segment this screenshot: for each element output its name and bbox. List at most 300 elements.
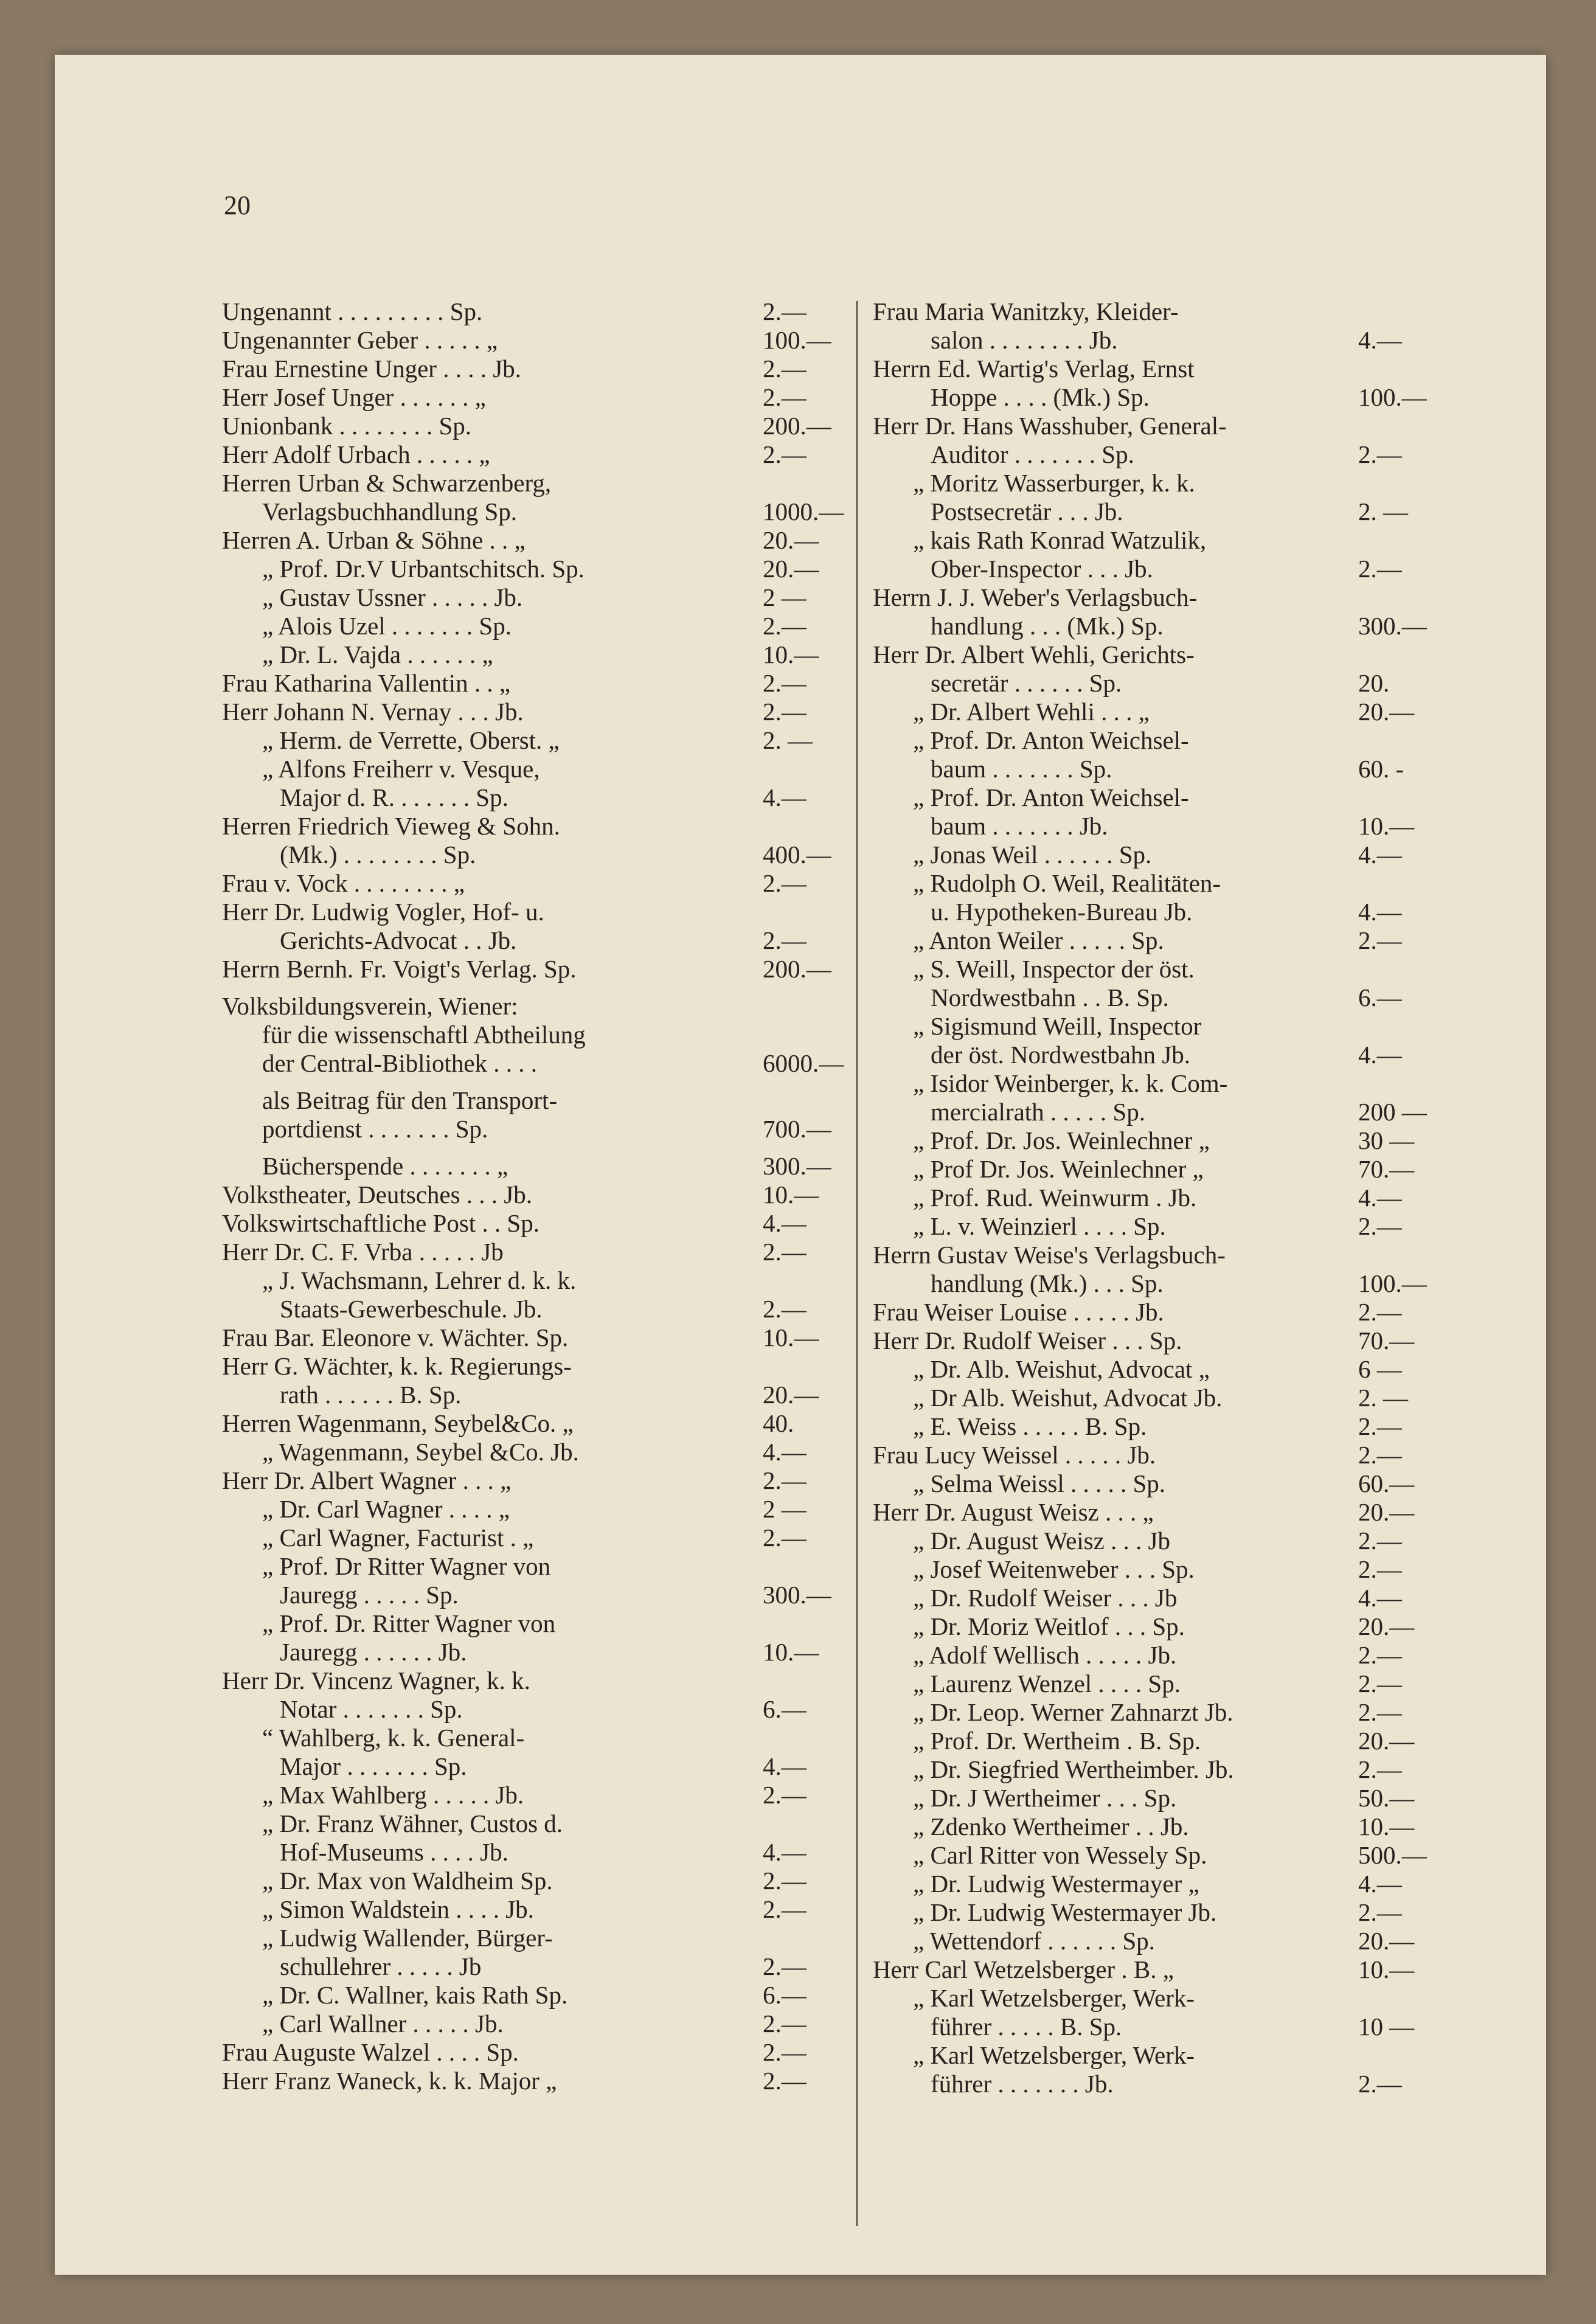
list-item bbox=[222, 2038, 848, 2067]
entry-name: „ Ludwig Wallender, Bürger- bbox=[262, 1924, 553, 1952]
entry-amount: 100.— bbox=[1358, 383, 1427, 411]
list-item bbox=[873, 1184, 1489, 1212]
list-item bbox=[873, 1841, 1489, 1870]
entry-name: Herrn Gustav Weise's Verlagsbuch- bbox=[873, 1241, 1226, 1269]
entry-name: Bücherspende . . . . . . . „ bbox=[262, 1152, 508, 1180]
entry-name: „ E. Weiss . . . . . B. Sp. bbox=[913, 1412, 1147, 1440]
list-item bbox=[873, 869, 1489, 898]
entry-name: „ Dr. Albert Wehli . . . „ bbox=[913, 698, 1150, 726]
entry-name: Frau Auguste Walzel . . . . Sp. bbox=[222, 2038, 519, 2066]
entry-name: Postsecretär . . . Jb. bbox=[931, 498, 1123, 526]
list-item bbox=[222, 1049, 848, 1078]
list-item bbox=[873, 1898, 1489, 1927]
entry-amount: 10.— bbox=[763, 1323, 819, 1351]
entry-amount: 2. — bbox=[763, 726, 813, 754]
entry-amount: 20.— bbox=[763, 526, 819, 554]
list-item bbox=[222, 1781, 848, 1809]
list-item bbox=[873, 726, 1489, 755]
entry-name: Verlagsbuchhandlung Sp. bbox=[262, 498, 518, 526]
entry-name: „ Prof. Rud. Weinwurm . Jb. bbox=[913, 1184, 1197, 1212]
list-item bbox=[873, 1126, 1489, 1155]
entry-amount: 2.— bbox=[763, 698, 807, 726]
entry-name: Staats-Gewerbeschule. Jb. bbox=[280, 1295, 543, 1323]
column-divider bbox=[856, 301, 858, 2226]
list-item bbox=[873, 297, 1489, 326]
entry-amount: 2.— bbox=[1358, 1212, 1402, 1240]
entry-amount: 10.— bbox=[763, 640, 819, 668]
list-item bbox=[873, 983, 1489, 1012]
list-item bbox=[873, 898, 1489, 926]
entry-name: „ Dr Alb. Weishut, Advocat Jb. bbox=[913, 1384, 1223, 1412]
entry-name: Herren Friedrich Vieweg & Sohn. bbox=[222, 812, 560, 840]
list-item bbox=[873, 440, 1489, 469]
entry-amount: 10.— bbox=[1358, 812, 1415, 840]
list-item bbox=[222, 841, 848, 869]
list-item bbox=[873, 1812, 1489, 1841]
entry-name: baum . . . . . . . Jb. bbox=[931, 812, 1108, 840]
list-item bbox=[873, 926, 1489, 955]
entry-name: „ Wagenmann, Seybel &Co. Jb. bbox=[262, 1438, 579, 1466]
list-item bbox=[873, 1098, 1489, 1126]
list-item bbox=[873, 526, 1489, 555]
list-item bbox=[873, 1527, 1489, 1555]
list-item bbox=[222, 1295, 848, 1323]
list-item bbox=[222, 1609, 848, 1638]
list-item bbox=[222, 383, 848, 412]
entry-name: „ Dr. Ludwig Westermayer „ bbox=[913, 1870, 1199, 1898]
entry-name: „ Prof. Dr. Ritter Wagner von bbox=[262, 1609, 556, 1637]
entry-amount: 2.— bbox=[1358, 1441, 1402, 1469]
entry-name: der öst. Nordwestbahn Jb. bbox=[931, 1041, 1191, 1069]
list-item bbox=[222, 640, 848, 669]
entry-name: Major . . . . . . . Sp. bbox=[280, 1752, 467, 1780]
list-item bbox=[873, 783, 1489, 812]
entry-name: baum . . . . . . . Sp. bbox=[931, 755, 1112, 783]
entry-name: „ Dr. Leop. Werner Zahnarzt Jb. bbox=[913, 1698, 1233, 1726]
entry-name: „ Prof. Dr. Wertheim . B. Sp. bbox=[913, 1727, 1201, 1755]
entry-amount: 2.— bbox=[763, 869, 807, 897]
list-item bbox=[873, 1327, 1489, 1355]
entry-name: mercialrath . . . . . Sp. bbox=[931, 1098, 1145, 1126]
list-item bbox=[222, 1323, 848, 1352]
entry-amount: 20.— bbox=[1358, 1927, 1415, 1955]
entry-name: „ Dr. L. Vajda . . . . . . „ bbox=[262, 640, 493, 668]
entry-amount: 2.— bbox=[763, 1295, 807, 1323]
entry-name: für die wissenschaftl Abtheilung bbox=[262, 1021, 586, 1049]
entry-name: „ Carl Ritter von Wessely Sp. bbox=[913, 1841, 1207, 1869]
entry-amount: 4.— bbox=[1358, 898, 1402, 926]
list-item bbox=[222, 812, 848, 841]
list-item bbox=[222, 1838, 848, 1867]
list-item bbox=[873, 698, 1489, 726]
entry-amount: 4.— bbox=[1358, 1184, 1402, 1212]
entry-amount: 200.— bbox=[763, 412, 831, 440]
list-item bbox=[873, 1727, 1489, 1755]
list-item bbox=[222, 469, 848, 498]
entry-amount: 6 — bbox=[1358, 1355, 1402, 1383]
entry-amount: 2.— bbox=[1358, 1412, 1402, 1440]
list-item bbox=[873, 1584, 1489, 1612]
entry-name: Ober-Inspector . . . Jb. bbox=[931, 555, 1153, 583]
entry-amount: 200 — bbox=[1358, 1098, 1427, 1126]
list-item bbox=[222, 1895, 848, 1924]
page-number: 20 bbox=[224, 190, 251, 220]
entry-name: Herr Adolf Urbach . . . . . „ bbox=[222, 440, 490, 468]
list-item bbox=[873, 1469, 1489, 1498]
entry-amount: 700.— bbox=[763, 1115, 831, 1143]
list-item bbox=[222, 612, 848, 640]
entry-name: „ Herm. de Verrette, Oberst. „ bbox=[262, 726, 560, 754]
list-item bbox=[222, 1209, 848, 1238]
entry-amount: 200.— bbox=[763, 955, 831, 983]
entry-name: „ Prof. Dr. Jos. Weinlechner „ bbox=[913, 1126, 1210, 1154]
list-item bbox=[222, 2067, 848, 2095]
entry-amount: 500.— bbox=[1358, 1841, 1427, 1869]
entry-name: „ Dr. Max von Waldheim Sp. bbox=[262, 1867, 553, 1895]
entry-amount: 300.— bbox=[763, 1581, 831, 1609]
list-item bbox=[873, 1698, 1489, 1727]
entry-amount: 2.— bbox=[1358, 926, 1402, 954]
list-item bbox=[222, 1667, 848, 1695]
entry-name: Frau Lucy Weissel . . . . . Jb. bbox=[873, 1441, 1156, 1469]
entry-name: salon . . . . . . . . Jb. bbox=[931, 326, 1118, 354]
entry-name: Frau Maria Wanitzky, Kleider- bbox=[873, 297, 1179, 325]
list-item bbox=[873, 841, 1489, 869]
list-item bbox=[222, 1695, 848, 1724]
entry-name: Major d. R. . . . . . . Sp. bbox=[280, 783, 508, 811]
list-item bbox=[222, 992, 848, 1021]
entry-amount: 2.— bbox=[763, 1867, 807, 1895]
entry-amount: 2.— bbox=[1358, 1698, 1402, 1726]
entry-name: als Beitrag für den Transport- bbox=[262, 1086, 558, 1114]
list-item bbox=[222, 297, 848, 326]
entry-amount: 4.— bbox=[763, 1752, 807, 1780]
entry-amount: 2 — bbox=[763, 583, 807, 611]
entry-amount: 2 — bbox=[763, 1495, 807, 1523]
entry-amount: 2.— bbox=[1358, 1670, 1402, 1698]
list-item bbox=[873, 2041, 1489, 2070]
entry-name: „ Alois Uzel . . . . . . . Sp. bbox=[262, 612, 512, 640]
entry-name: Auditor . . . . . . . Sp. bbox=[931, 440, 1134, 468]
entry-amount: 70.— bbox=[1358, 1155, 1415, 1183]
list-item bbox=[222, 498, 848, 526]
list-item bbox=[873, 612, 1489, 640]
list-item bbox=[873, 1498, 1489, 1527]
list-item bbox=[873, 1155, 1489, 1184]
document-page bbox=[55, 55, 1546, 2275]
entry-name: „ Dr. Carl Wagner . . . . „ bbox=[262, 1495, 510, 1523]
entry-name: „ Zdenko Wertheimer . . Jb. bbox=[913, 1812, 1189, 1840]
list-item bbox=[222, 1809, 848, 1838]
list-item bbox=[873, 326, 1489, 355]
entry-amount: 2.— bbox=[1358, 1641, 1402, 1669]
entry-name: Frau Weiser Louise . . . . . Jb. bbox=[873, 1298, 1164, 1326]
list-item bbox=[222, 1381, 848, 1409]
entry-name: Herr G. Wächter, k. k. Regierungs- bbox=[222, 1352, 572, 1380]
entry-name: „ Dr. C. Wallner, kais Rath Sp. bbox=[262, 1981, 568, 2009]
entry-amount: 2.— bbox=[763, 2067, 807, 2095]
list-item bbox=[222, 898, 848, 926]
entry-amount: 100.— bbox=[763, 326, 831, 354]
entry-amount: 2.— bbox=[763, 1238, 807, 1266]
entry-name: „ Dr. Rudolf Weiser . . . Jb bbox=[913, 1584, 1178, 1612]
entry-name: Ungenannter Geber . . . . . „ bbox=[222, 326, 498, 354]
entry-amount: 4.— bbox=[763, 1209, 807, 1237]
entry-name: Herr Dr. Rudolf Weiser . . . Sp. bbox=[873, 1327, 1182, 1355]
entry-name: „ Dr. Moriz Weitlof . . . Sp. bbox=[913, 1612, 1185, 1640]
list-item bbox=[222, 1495, 848, 1524]
entry-name: Herrn Ed. Wartig's Verlag, Ernst bbox=[873, 355, 1195, 383]
list-item bbox=[873, 1298, 1489, 1327]
entry-name: Herrn J. J. Weber's Verlagsbuch- bbox=[873, 583, 1198, 611]
entry-name: führer . . . . . . . Jb. bbox=[931, 2070, 1114, 2098]
entry-name: „ kais Rath Konrad Watzulik, bbox=[913, 526, 1207, 554]
entry-name: Ungenannt . . . . . . . . . Sp. bbox=[222, 297, 483, 325]
list-item bbox=[873, 1927, 1489, 1955]
entry-amount: 2.— bbox=[763, 355, 807, 383]
entry-name: (Mk.) . . . . . . . . Sp. bbox=[280, 841, 476, 869]
entry-name: „ Prof. Dr. Anton Weichsel- bbox=[913, 726, 1189, 754]
entry-name: Herr Carl Wetzelsberger . B. „ bbox=[873, 1955, 1174, 1983]
list-item bbox=[873, 498, 1489, 526]
entry-name: „ Isidor Weinberger, k. k. Com- bbox=[913, 1069, 1228, 1097]
list-item bbox=[222, 526, 848, 555]
list-item bbox=[222, 1438, 848, 1466]
entry-amount: 2.— bbox=[763, 1466, 807, 1494]
entry-name: „ Dr. Franz Wähner, Custos d. bbox=[262, 1809, 563, 1837]
entry-amount: 2.— bbox=[763, 612, 807, 640]
list-item bbox=[222, 355, 848, 383]
entry-amount: 4.— bbox=[763, 1438, 807, 1466]
entry-name: „ Sigismund Weill, Inspector bbox=[913, 1012, 1202, 1040]
list-item bbox=[873, 640, 1489, 669]
list-item bbox=[873, 583, 1489, 612]
right-column bbox=[873, 297, 1489, 2098]
entry-name: „ Gustav Ussner . . . . . Jb. bbox=[262, 583, 523, 611]
entry-name: Jauregg . . . . . Sp. bbox=[280, 1581, 459, 1609]
list-item bbox=[222, 1867, 848, 1895]
entry-name: „ Alfons Freiherr v. Vesque, bbox=[262, 755, 540, 783]
entry-amount: 6.— bbox=[1358, 983, 1402, 1011]
list-item bbox=[873, 1241, 1489, 1269]
entry-amount: 2. — bbox=[1358, 1384, 1408, 1412]
entry-name: „ Moritz Wasserburger, k. k. bbox=[913, 469, 1195, 497]
list-item bbox=[222, 926, 848, 955]
entry-amount: 1000.— bbox=[763, 498, 844, 526]
entry-amount: 2.— bbox=[763, 2038, 807, 2066]
entry-amount: 4.— bbox=[1358, 1584, 1402, 1612]
entry-amount: 20.— bbox=[1358, 698, 1415, 726]
list-item bbox=[873, 1269, 1489, 1298]
list-item bbox=[873, 383, 1489, 412]
entry-amount: 4.— bbox=[1358, 1041, 1402, 1069]
entry-name: handlung . . . (Mk.) Sp. bbox=[931, 612, 1164, 640]
list-item bbox=[222, 1981, 848, 2010]
list-item bbox=[873, 1955, 1489, 1984]
left-column bbox=[222, 297, 848, 2095]
entry-name: “ Wahlberg, k. k. General- bbox=[262, 1724, 525, 1752]
entry-amount: 2.— bbox=[1358, 555, 1402, 583]
list-item bbox=[222, 326, 848, 355]
list-item bbox=[873, 412, 1489, 440]
list-item bbox=[873, 2070, 1489, 2098]
entry-amount: 30 — bbox=[1358, 1126, 1415, 1154]
entry-name: Gerichts-Advocat . . Jb. bbox=[280, 926, 517, 954]
list-item bbox=[222, 726, 848, 755]
list-item bbox=[222, 955, 848, 983]
entry-amount: 300.— bbox=[1358, 612, 1427, 640]
entry-amount: 20.— bbox=[763, 555, 819, 583]
entry-amount: 40. bbox=[763, 1409, 794, 1437]
entry-name: „ Jonas Weil . . . . . . Sp. bbox=[913, 841, 1152, 869]
entry-name: Volkstheater, Deutsches . . . Jb. bbox=[222, 1181, 533, 1209]
entry-amount: 6.— bbox=[763, 1981, 807, 2009]
list-item bbox=[222, 783, 848, 812]
entry-name: „ Prof Dr. Jos. Weinlechner „ bbox=[913, 1155, 1204, 1183]
entry-name: „ Dr. Alb. Weishut, Advocat „ bbox=[913, 1355, 1210, 1383]
entry-name: Notar . . . . . . . Sp. bbox=[280, 1695, 463, 1723]
list-item bbox=[222, 1581, 848, 1609]
entry-amount: 4.— bbox=[763, 1838, 807, 1866]
list-item bbox=[222, 1952, 848, 1981]
list-item bbox=[873, 1612, 1489, 1641]
entry-name: portdienst . . . . . . . Sp. bbox=[262, 1115, 488, 1143]
entry-name: Herr Dr. C. F. Vrba . . . . . Jb bbox=[222, 1238, 504, 1266]
entry-name: Volksbildungsverein, Wiener: bbox=[222, 992, 518, 1020]
entry-amount: 10.— bbox=[1358, 1812, 1415, 1840]
entry-amount: 400.— bbox=[763, 841, 831, 869]
entry-name: Herr Josef Unger . . . . . . „ bbox=[222, 383, 486, 411]
entry-name: rath . . . . . . B. Sp. bbox=[280, 1381, 462, 1409]
entry-amount: 2.— bbox=[763, 297, 807, 325]
entry-amount: 2.— bbox=[763, 2010, 807, 2038]
entry-name: Herr Dr. Albert Wagner . . . „ bbox=[222, 1466, 512, 1494]
entry-amount: 4.— bbox=[1358, 1870, 1402, 1898]
entry-name: Herr Franz Waneck, k. k. Major „ bbox=[222, 2067, 557, 2095]
list-item bbox=[873, 1784, 1489, 1812]
entry-name: „ J. Wachsmann, Lehrer d. k. k. bbox=[262, 1266, 577, 1294]
entry-amount: 10.— bbox=[1358, 1955, 1415, 1983]
list-item bbox=[873, 2013, 1489, 2041]
entry-name: führer . . . . . B. Sp. bbox=[931, 2013, 1122, 2041]
entry-name: schullehrer . . . . . Jb bbox=[280, 1952, 482, 1980]
entry-amount: 2. — bbox=[1358, 498, 1408, 526]
entry-name: handlung (Mk.) . . . Sp. bbox=[931, 1269, 1164, 1297]
entry-name: Herr Dr. Albert Wehli, Gerichts- bbox=[873, 640, 1195, 668]
list-item bbox=[873, 1212, 1489, 1241]
entry-name: Herr Dr. Hans Wasshuber, General- bbox=[873, 412, 1227, 440]
list-item bbox=[873, 1355, 1489, 1384]
entry-name: Herr Dr. Vincenz Wagner, k. k. bbox=[222, 1667, 530, 1694]
list-item bbox=[873, 755, 1489, 783]
list-item bbox=[222, 1638, 848, 1667]
entry-amount: 2.— bbox=[763, 383, 807, 411]
entry-amount: 4.— bbox=[1358, 326, 1402, 354]
entry-amount: 2.— bbox=[763, 1952, 807, 1980]
entry-amount: 2.— bbox=[763, 1895, 807, 1923]
entry-name: Herr Johann N. Vernay . . . Jb. bbox=[222, 698, 524, 726]
entry-name: Herrn Bernh. Fr. Voigt's Verlag. Sp. bbox=[222, 955, 577, 983]
entry-amount: 4.— bbox=[763, 783, 807, 811]
entry-name: Volkswirtschaftliche Post . . Sp. bbox=[222, 1209, 540, 1237]
entry-name: „ Wettendorf . . . . . . Sp. bbox=[913, 1927, 1155, 1955]
list-item bbox=[873, 1441, 1489, 1469]
list-item bbox=[873, 955, 1489, 983]
entry-name: „ Selma Weissl . . . . . Sp. bbox=[913, 1469, 1166, 1497]
entry-name: Frau Bar. Eleonore v. Wächter. Sp. bbox=[222, 1323, 569, 1351]
entry-name: „ S. Weill, Inspector der öst. bbox=[913, 955, 1195, 983]
list-item bbox=[222, 1724, 848, 1752]
entry-amount: 2.— bbox=[1358, 1298, 1402, 1326]
entry-amount: 2.— bbox=[763, 440, 807, 468]
list-item bbox=[222, 698, 848, 726]
entry-name: Nordwestbahn . . B. Sp. bbox=[931, 983, 1169, 1011]
list-item bbox=[873, 812, 1489, 841]
entry-name: der Central-Bibliothek . . . . bbox=[262, 1049, 538, 1077]
list-item bbox=[222, 1021, 848, 1049]
list-item bbox=[222, 1352, 848, 1381]
entry-name: „ Dr. Ludwig Westermayer Jb. bbox=[913, 1898, 1217, 1926]
entry-name: Herren Wagenmann, Seybel&Co. „ bbox=[222, 1409, 574, 1437]
list-item bbox=[873, 1870, 1489, 1898]
list-item bbox=[222, 1409, 848, 1438]
list-item bbox=[873, 669, 1489, 698]
entry-amount: 2.— bbox=[1358, 1555, 1402, 1583]
entry-amount: 10 — bbox=[1358, 2013, 1415, 2041]
list-item bbox=[222, 1115, 848, 1143]
entry-amount: 4.— bbox=[1358, 841, 1402, 869]
list-item bbox=[222, 1924, 848, 1952]
list-item bbox=[873, 1670, 1489, 1698]
entry-amount: 2.— bbox=[763, 1781, 807, 1809]
list-item bbox=[873, 1755, 1489, 1784]
entry-name: Jauregg . . . . . . Jb. bbox=[280, 1638, 467, 1666]
list-item bbox=[222, 755, 848, 783]
list-item bbox=[873, 355, 1489, 383]
list-item bbox=[873, 1384, 1489, 1412]
entry-name: „ Rudolph O. Weil, Realitäten- bbox=[913, 869, 1221, 897]
entry-amount: 10.— bbox=[763, 1181, 819, 1209]
entry-name: „ Simon Waldstein . . . . Jb. bbox=[262, 1895, 534, 1923]
entry-amount: 100.— bbox=[1358, 1269, 1427, 1297]
entry-name: „ Karl Wetzelsberger, Werk- bbox=[913, 1984, 1195, 2012]
list-item bbox=[222, 440, 848, 469]
entry-name: secretär . . . . . . Sp. bbox=[931, 669, 1122, 697]
list-item bbox=[873, 1555, 1489, 1584]
list-item bbox=[222, 869, 848, 898]
entry-amount: 70.— bbox=[1358, 1327, 1415, 1355]
list-item bbox=[222, 1266, 848, 1295]
entry-amount: 300.— bbox=[763, 1152, 831, 1180]
entry-name: „ Karl Wetzelsberger, Werk- bbox=[913, 2041, 1195, 2069]
entry-name: „ Dr. Siegfried Wertheimber. Jb. bbox=[913, 1755, 1234, 1783]
entry-name: „ Dr. August Weisz . . . Jb bbox=[913, 1527, 1171, 1555]
entry-amount: 2.— bbox=[1358, 1898, 1402, 1926]
list-item bbox=[873, 1041, 1489, 1069]
entry-amount: 2.— bbox=[1358, 1527, 1402, 1555]
entry-amount: 20. bbox=[1358, 669, 1390, 697]
entry-name: „ Carl Wallner . . . . . Jb. bbox=[262, 2010, 504, 2038]
list-item bbox=[222, 1552, 848, 1581]
entry-name: Hof-Museums . . . . Jb. bbox=[280, 1838, 508, 1866]
entry-name: „ Prof. Dr. Anton Weichsel- bbox=[913, 783, 1189, 811]
list-item bbox=[873, 555, 1489, 583]
entry-name: Unionbank . . . . . . . . Sp. bbox=[222, 412, 471, 440]
entry-name: „ Prof. Dr.V Urbantschitsch. Sp. bbox=[262, 555, 585, 583]
entry-name: u. Hypotheken-Bureau Jb. bbox=[931, 898, 1193, 926]
entry-amount: 2.— bbox=[763, 669, 807, 697]
entry-amount: 20.— bbox=[763, 1381, 819, 1409]
